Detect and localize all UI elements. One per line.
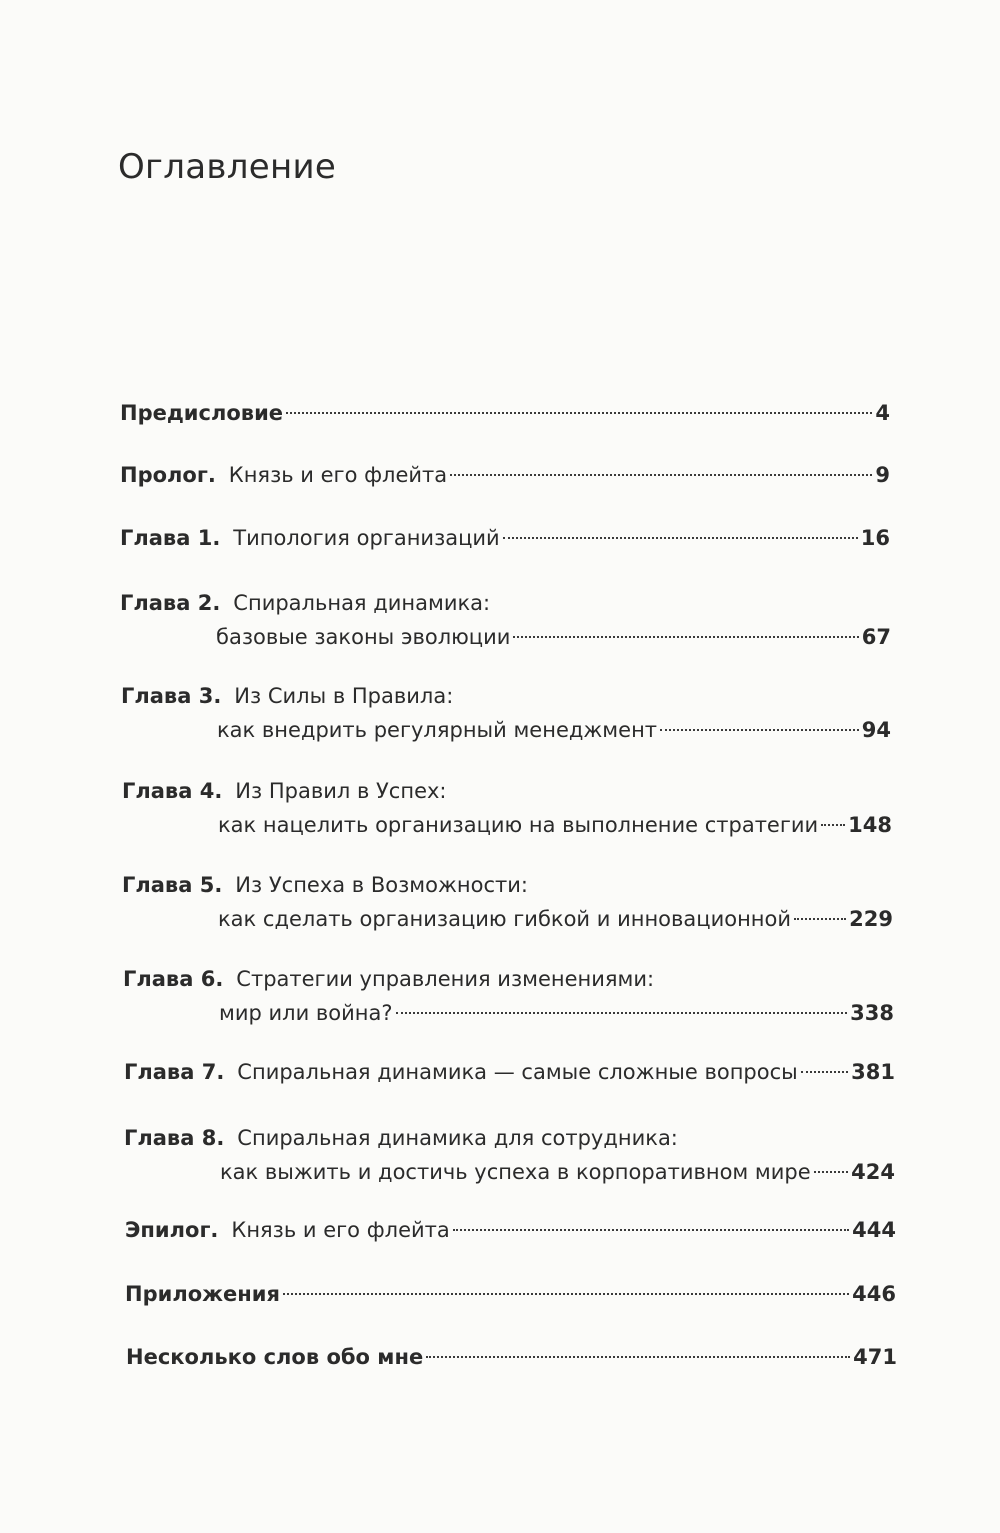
toc-entry-label: Глава 3. bbox=[121, 684, 222, 708]
toc-entry-subtitle: как нацелить организацию на выполнение стратегии bbox=[218, 813, 819, 837]
leader-dots bbox=[503, 537, 858, 539]
toc-entry-subtitle: как сделать организацию гибкой и инновационной bbox=[218, 907, 792, 931]
leader-dots bbox=[450, 474, 872, 476]
toc-entry-prologue[interactable] bbox=[120, 458, 890, 492]
leader-dots bbox=[821, 824, 845, 826]
toc-entry-label: Предисловие bbox=[120, 401, 284, 425]
toc-entry-label: Глава 6. bbox=[123, 967, 224, 991]
leader-dots bbox=[814, 1171, 848, 1173]
toc-entry-title: Из Правил в Успех: bbox=[235, 779, 447, 803]
toc-entry-chapter-6[interactable] bbox=[123, 962, 894, 1030]
toc-entry-chapter-5[interactable] bbox=[122, 868, 893, 936]
toc-page-number: 424 bbox=[851, 1160, 895, 1184]
page-title: Оглавление bbox=[118, 147, 337, 187]
toc-entry-subtitle: как внедрить регулярный менеджмент bbox=[217, 718, 658, 742]
toc-entry-label: Приложения bbox=[125, 1282, 280, 1306]
toc-entry-title: Из Силы в Правила: bbox=[234, 684, 454, 708]
toc-entry-chapter-2[interactable] bbox=[120, 586, 891, 654]
leader-dots bbox=[794, 918, 846, 920]
toc-entry-chapter-1[interactable] bbox=[120, 521, 890, 555]
toc-entry-chapter-3[interactable] bbox=[121, 679, 891, 747]
leader-dots bbox=[286, 412, 872, 414]
toc-entry-label: Пролог. bbox=[120, 463, 216, 487]
toc-entry-appendices[interactable] bbox=[125, 1277, 896, 1311]
toc-page-number: 338 bbox=[850, 1001, 894, 1025]
leader-dots bbox=[801, 1071, 848, 1073]
toc-entry-label: Глава 2. bbox=[120, 591, 221, 615]
toc-entry-chapter-8[interactable] bbox=[124, 1121, 895, 1189]
toc-entry-label: Глава 5. bbox=[122, 873, 223, 897]
toc-entry-label: Глава 4. bbox=[122, 779, 223, 803]
toc-page-number: 16 bbox=[860, 526, 890, 550]
leader-dots bbox=[396, 1012, 848, 1014]
toc-page-number: 381 bbox=[851, 1060, 895, 1084]
toc-page-number: 4 bbox=[875, 401, 890, 425]
toc-entry-title: Князь и его флейта bbox=[228, 463, 448, 487]
toc-entry-title: Князь и его флейта bbox=[231, 1218, 450, 1242]
toc-entry-about-author[interactable] bbox=[126, 1340, 897, 1374]
toc-page-number: 67 bbox=[861, 625, 891, 649]
leader-dots bbox=[453, 1229, 849, 1231]
leader-dots bbox=[283, 1293, 849, 1295]
toc-entry-subtitle: базовые законы эволюции bbox=[216, 625, 511, 649]
toc-entry-subtitle: как выжить и достичь успеха в корпоративном мире bbox=[220, 1160, 811, 1184]
toc-page-number: 9 bbox=[875, 463, 890, 487]
leader-dots bbox=[660, 729, 859, 731]
toc-entry-label: Глава 8. bbox=[124, 1126, 225, 1150]
toc-entry-chapter-7[interactable] bbox=[124, 1055, 895, 1089]
toc-entry-subtitle: мир или война? bbox=[219, 1001, 393, 1025]
toc-entry-preface[interactable] bbox=[120, 396, 890, 430]
toc-page-number: 471 bbox=[853, 1345, 897, 1369]
toc-page-number: 148 bbox=[848, 813, 892, 837]
toc-entry-title: Стратегии управления изменениями: bbox=[236, 967, 655, 991]
toc-page-number: 444 bbox=[852, 1218, 896, 1242]
leader-dots bbox=[513, 636, 858, 638]
toc-entry-title: Спиральная динамика: bbox=[233, 591, 491, 615]
toc-entry-label: Несколько слов обо мне bbox=[126, 1345, 424, 1369]
toc-entry-epilogue[interactable] bbox=[125, 1213, 896, 1247]
leader-dots bbox=[426, 1356, 850, 1358]
toc-entry-chapter-4[interactable] bbox=[122, 774, 892, 842]
toc-page-number: 446 bbox=[852, 1282, 896, 1306]
toc-entry-label: Глава 7. bbox=[124, 1060, 225, 1084]
toc-page-number: 229 bbox=[849, 907, 893, 931]
toc-entry-label: Глава 1. bbox=[120, 526, 221, 550]
toc-page-number: 94 bbox=[861, 718, 891, 742]
toc-entry-title: Спиральная динамика — самые сложные вопросы bbox=[237, 1060, 798, 1084]
toc-entry-title: Спиральная динамика для сотрудника: bbox=[237, 1126, 678, 1150]
toc-entry-title: Из Успеха в Возможности: bbox=[235, 873, 528, 897]
toc-entry-title: Типология организаций bbox=[233, 526, 500, 550]
toc-entry-label: Эпилог. bbox=[125, 1218, 219, 1242]
